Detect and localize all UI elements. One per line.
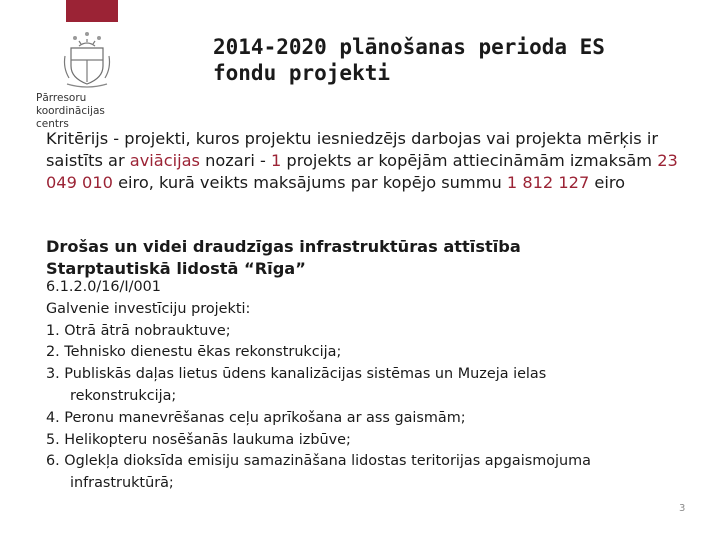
investments-heading: Galvenie investīciju projekti: [46, 300, 251, 317]
organization-name [36, 92, 146, 131]
project-code: 6.1.2.0/16/I/001 [46, 279, 161, 295]
brand-bar [66, 0, 118, 22]
organization-name-line1: Pārresoru koordinācijas [36, 92, 105, 117]
highlight-cost: 23 049 010 [46, 151, 678, 192]
list-item-continuation: rekonstrukcija; [70, 387, 177, 404]
highlight-sector: aviācijas [129, 151, 200, 170]
page-title [213, 34, 703, 86]
project-title-line1: Drošas un videi draudzīgas infrastruktūras attīstība [46, 237, 521, 256]
project-details [46, 277, 706, 495]
project-title-line2: Starptautiskā lidostā “Rīga” [46, 259, 306, 278]
list-item: 1. Otrā ātrā nobrauktuve; [46, 322, 231, 339]
criterion-text-3: projekts ar kopējām attiecināmām izmaksām [281, 151, 658, 170]
list-item: 6. Oglekļa dioksīda emisiju samazināšana lidostas teritorijas apgaismojuma [46, 453, 591, 470]
list-item: 4. Peronu manevrēšanas ceļu aprīkošana ar ass gaismām; [46, 409, 466, 426]
criterion-text-2: nozari - [199, 151, 271, 170]
list-item: 5. Helikopteru nosēšanās laukuma izbūve; [46, 431, 351, 448]
criterion-text-4: eiro, kurā veikts maksājums par kopējo summu [112, 173, 507, 192]
criterion-text-5: eiro [589, 173, 626, 192]
project-title [46, 236, 696, 280]
organization-name-line2: centrs [36, 118, 69, 130]
page-title-line2: fondu projekti [213, 61, 391, 85]
highlight-count: 1 [270, 151, 282, 170]
criterion-paragraph [46, 128, 696, 194]
list-item-continuation: infrastruktūrā; [70, 475, 174, 492]
list-item: 3. Publiskās daļas lietus ūdens kanalizācijas sistēmas un Muzeja ielas [46, 366, 547, 383]
list-item: 2. Tehnisko dienestu ēkas rekonstrukcija; [46, 344, 342, 361]
criterion-text-1: Kritērijs - projekti, kuros projektu iesniedzējs darbojas vai projekta mērķis ir saistīts ar [46, 129, 659, 170]
page-title-line1: 2014-2020 plānošanas perioda ES [213, 35, 605, 59]
latvian-coat-of-arms-icon [61, 30, 113, 90]
page-number: 3 [679, 503, 686, 514]
highlight-paid: 1 812 127 [506, 173, 590, 192]
